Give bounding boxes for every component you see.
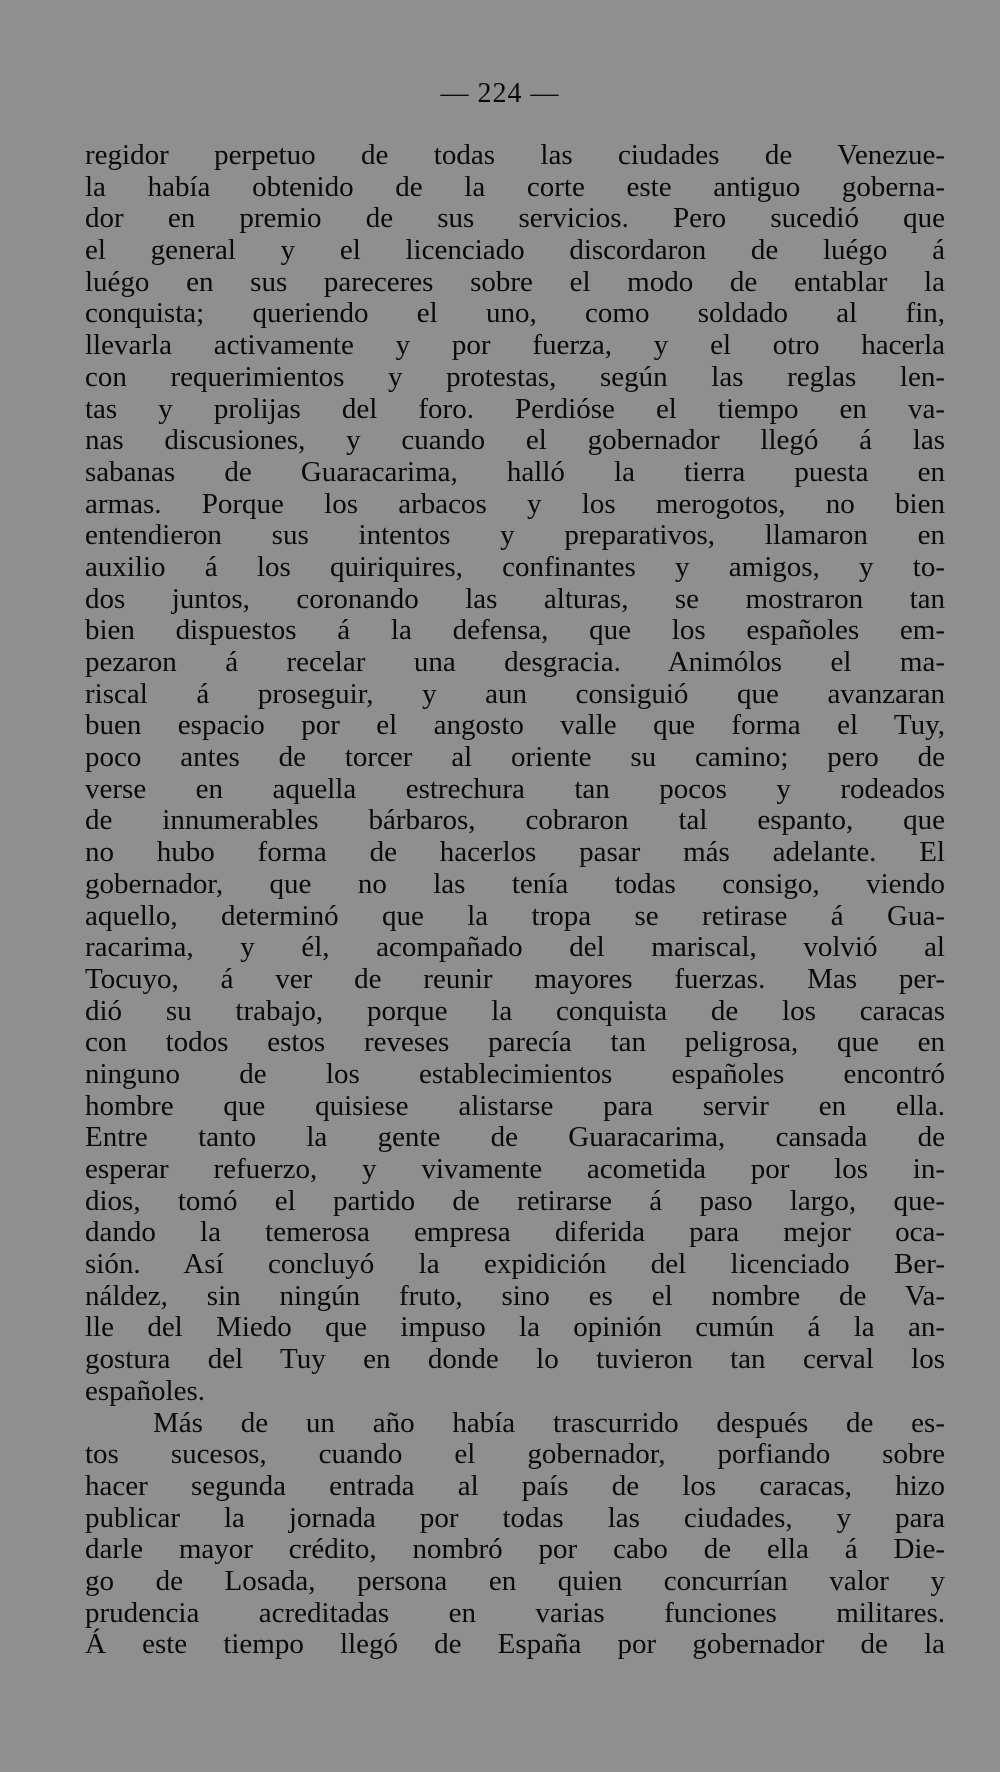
text-line: aquello, determinó que la tropa se retirase á Gua- xyxy=(85,899,945,932)
text-line: racarima, y él, acompañado del mariscal, volvió al xyxy=(85,931,945,964)
text-line: no hubo forma de hacerlos pasar más adelante. El xyxy=(85,836,945,869)
text-line: tos sucesos, cuando el gobernador, porfiando sobre xyxy=(85,1438,945,1471)
text-line: hombre que quisiese alistarse para servir en ella. xyxy=(85,1089,945,1122)
text-line: riscal á proseguir, y aun consiguió que avanzaran xyxy=(85,677,945,710)
text-line: armas. Porque los arbacos y los merogotos, no bien xyxy=(85,487,945,520)
text-line: Más de un año había trascurrido después de es- xyxy=(153,1406,945,1439)
text-line: Tocuyo, á ver de reunir mayores fuerzas. Mas per- xyxy=(85,962,945,995)
text-line: luégo en sus pareceres sobre el modo de entablar la xyxy=(85,265,945,298)
text-line: entendieron sus intentos y preparativos, llamaron en xyxy=(85,519,945,552)
text-line: Á este tiempo llegó de España por gobernador de la xyxy=(85,1628,945,1661)
page-number: — 224 — xyxy=(440,78,560,109)
text-line: la había obtenido de la corte este antiguo goberna- xyxy=(85,170,945,203)
text-line: náldez, sin ningún fruto, sino es el nombre de Va- xyxy=(85,1279,945,1312)
text-line: buen espacio por el angosto valle que forma el Tuy, xyxy=(85,709,945,742)
text-line: poco antes de torcer al oriente su camino; pero de xyxy=(85,741,945,774)
text-line: nas discusiones, y cuando el gobernador llegó á las xyxy=(85,424,945,457)
text-line: dió su trabajo, porque la conquista de los caracas xyxy=(85,994,945,1027)
text-line: sabanas de Guaracarima, halló la tierra puesta en xyxy=(85,455,945,488)
paragraph-1 xyxy=(85,140,945,1408)
text-line: tas y prolijas del foro. Perdióse el tiempo en va- xyxy=(85,392,945,425)
text-line: publicar la jornada por todas las ciudades, y para xyxy=(85,1501,945,1534)
text-line: hacer segunda entrada al país de los caracas, hizo xyxy=(85,1469,945,1502)
text-line: dios, tomó el partido de retirarse á paso largo, que- xyxy=(85,1184,945,1217)
text-line: dos juntos, coronando las alturas, se mostraron tan xyxy=(85,582,945,615)
text-line: prudencia acreditadas en varias funciones militares. xyxy=(85,1596,945,1629)
text-line: ninguno de los establecimientos españoles encontró xyxy=(85,1057,945,1090)
text-line: españoles. xyxy=(85,1374,205,1407)
text-line: conquista; queriendo el uno, como soldado al fin, xyxy=(85,297,945,330)
text-line: llevarla activamente y por fuerza, y el otro hacerla xyxy=(85,329,945,362)
text-line: pezaron á recelar una desgracia. Animólos el ma- xyxy=(85,646,945,678)
text-line: sión. Así concluyó la expidición del licenciado Ber- xyxy=(85,1248,945,1281)
text-line: de innumerables bárbaros, cobraron tal espanto, que xyxy=(85,804,945,837)
text-line: el general y el licenciado discordaron de luégo á xyxy=(85,234,945,267)
body-text xyxy=(85,140,945,1661)
text-line: verse en aquella estrechura tan pocos y rodeados xyxy=(85,772,945,805)
text-line: gostura del Tuy en donde lo tuvieron tan cerval los xyxy=(85,1343,945,1376)
text-line: dor en premio de sus servicios. Pero sucedió que xyxy=(85,202,945,235)
paragraph-2 xyxy=(85,1408,945,1662)
text-line: regidor perpetuo de todas las ciudades de Venezue- xyxy=(85,139,945,171)
text-line: go de Losada, persona en quien concurrían valor y xyxy=(85,1564,945,1597)
text-line: darle mayor crédito, nombró por cabo de ella á Die- xyxy=(85,1533,945,1566)
text-line: gobernador, que no las tenía todas consigo, viendo xyxy=(85,867,945,900)
text-line: bien dispuestos á la defensa, que los españoles em- xyxy=(85,614,945,647)
text-line: esperar refuerzo, y vivamente acometida por los in- xyxy=(85,1153,945,1185)
text-line: Entre tanto la gente de Guaracarima, cansada de xyxy=(85,1121,945,1154)
text-line: auxilio á los quiriquires, confinantes y amigos, y to- xyxy=(85,550,945,583)
text-line: dando la temerosa empresa diferida para mejor oca- xyxy=(85,1216,945,1249)
text-line: con todos estos reveses parecía tan peligrosa, que en xyxy=(85,1026,945,1059)
text-line: lle del Miedo que impuso la opinión cumún á la an- xyxy=(85,1311,945,1344)
text-line: con requerimientos y protestas, según las reglas len- xyxy=(85,360,945,393)
